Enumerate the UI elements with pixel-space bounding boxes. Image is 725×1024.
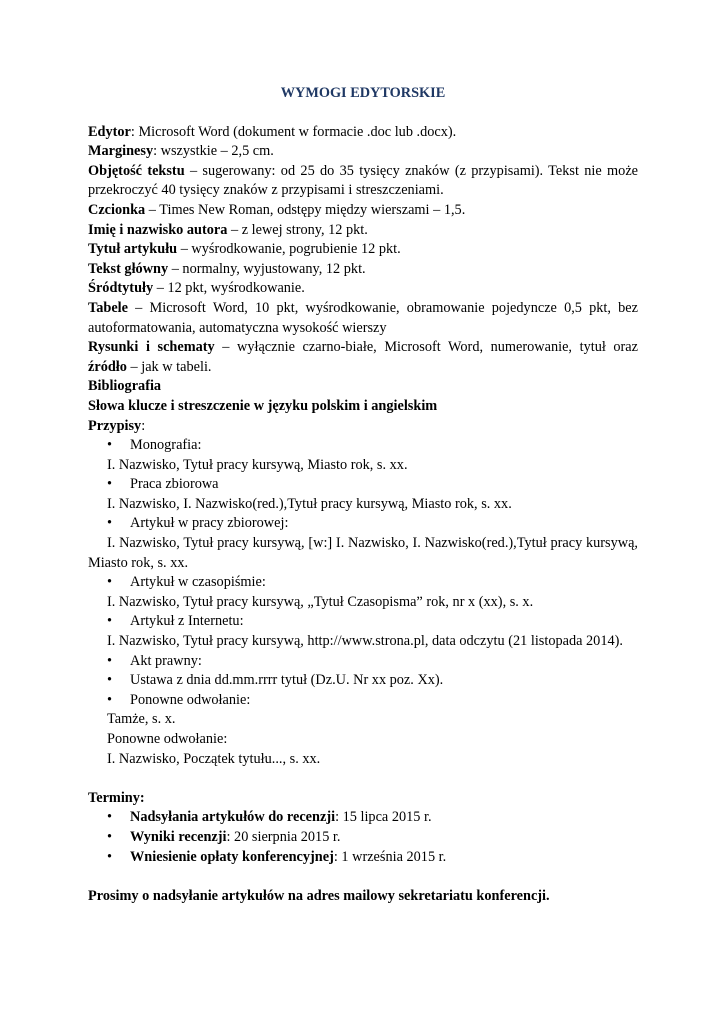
terms-item — [88, 828, 638, 848]
req-figures-text: – wyłącznie czarno-białe, Microsoft Word, numerowanie, tytuł oraz — [214, 339, 638, 356]
footnote-law — [88, 652, 638, 672]
req-figures-label2: źródło — [88, 358, 127, 375]
req-font-text: – Times New Roman, odstępy między wierszami – 1,5. — [145, 201, 466, 218]
footnote-journal-example: I. Nazwisko, Tytuł pracy kursywą, „Tytuł Czasopisma” rok, nr x (xx), s. x. — [107, 593, 534, 610]
footnote-monograph-example: I. Nazwisko, Tytuł pracy kursywą, Miasto rok, s. xx. — [107, 456, 408, 473]
footnote-monograph — [88, 436, 638, 456]
req-bibliography: Bibliografia — [88, 378, 162, 395]
terms-item-label: Wyniki recenzji — [130, 828, 227, 845]
footnote-repeat — [88, 691, 638, 711]
req-volume-label: Objętość tekstu — [88, 162, 185, 179]
req-editor-text: : Microsoft Word (dokument w formacie .doc lub .docx). — [130, 123, 457, 140]
req-main-text — [88, 260, 638, 280]
req-editor — [88, 123, 638, 143]
req-figures — [88, 338, 638, 377]
terms-item-value: : 15 lipca 2015 r. — [335, 809, 432, 826]
footnote-internet-example: I. Nazwisko, Tytuł pracy kursywą, http://www.strona.pl, data odczytu (21 listopada 2014). — [107, 633, 623, 650]
req-keywords: Słowa klucze i streszczenie w języku polskim i angielskim — [88, 397, 438, 414]
footnote-internet — [88, 612, 638, 632]
req-footnotes-colon: : — [141, 417, 146, 434]
footnote-chapter-example: I. Nazwisko, Tytuł pracy kursywą, [w:] I. Nazwisko, I. Nazwisko(red.),Tytuł pracy kursywą, Miasto rok, s. xx. — [88, 535, 638, 571]
req-footnotes-label: Przypisy — [88, 417, 142, 434]
footnote-collective — [88, 475, 638, 495]
closing-note: Prosimy o nadsyłanie artykułów na adres mailowy sekretariatu konferencji. — [88, 887, 550, 904]
req-author-label: Imię i nazwisko autora — [88, 221, 228, 238]
footnote-chapter — [88, 514, 638, 534]
footnote-repeat-example2: I. Nazwisko, Początek tytułu..., s. xx. — [107, 750, 321, 767]
terms-item-label: Wniesienie opłaty konferencyjnej — [130, 848, 334, 865]
bullet-icon: • — [107, 476, 113, 493]
bullet-icon: • — [107, 848, 113, 865]
req-margins — [88, 142, 638, 162]
document-title: WYMOGI EDYTORSKIE — [280, 85, 446, 101]
document-page — [88, 84, 638, 906]
req-article-title-label: Tytuł artykułu — [88, 241, 178, 258]
bullet-icon: • — [107, 809, 113, 826]
req-article-title — [88, 240, 638, 260]
req-article-title-text: – wyśrodkowanie, pogrubienie 12 pkt. — [177, 241, 401, 258]
spacer — [88, 867, 638, 887]
bullet-icon: • — [107, 515, 113, 532]
req-author-text: – z lewej strony, 12 pkt. — [227, 221, 368, 238]
req-main-text-label: Tekst główny — [88, 260, 169, 277]
terms-item-value: : 1 września 2015 r. — [333, 848, 447, 865]
req-footnotes — [88, 417, 638, 437]
footnote-collective-label: Praca zbiorowa — [130, 476, 219, 493]
terms-item — [88, 848, 638, 868]
bullet-icon: • — [107, 574, 113, 591]
req-editor-label: Edytor — [88, 123, 131, 140]
req-font-label: Czcionka — [88, 201, 146, 218]
footnote-repeat-example1: Tamże, s. x. — [107, 711, 176, 728]
req-volume-text: – sugerowany: od 25 do 35 tysięcy znaków (z przypisami). Tekst nie może przekroczyć 40 tysięcy znaków z przypisami i streszczeniami. — [88, 162, 639, 199]
terms-heading: Terminy: — [88, 789, 145, 806]
bullet-icon: • — [107, 437, 113, 454]
req-margins-text: : wszystkie – 2,5 cm. — [153, 143, 274, 160]
req-subtitles-text: – 12 pkt, wyśrodkowanie. — [153, 280, 305, 297]
req-main-text-text: – normalny, wyjustowany, 12 pkt. — [168, 260, 366, 277]
footnote-chapter-label: Artykuł w pracy zbiorowej: — [130, 515, 289, 532]
terms-item — [88, 808, 638, 828]
spacer — [88, 769, 638, 789]
req-subtitles-label: Śródtytuły — [88, 280, 154, 297]
req-font — [88, 201, 638, 221]
footnote-monograph-label: Monografia: — [130, 437, 202, 454]
req-figures-label: Rysunki i schematy — [88, 339, 215, 356]
req-volume — [88, 162, 638, 201]
req-tables — [88, 299, 638, 338]
bullet-icon: • — [107, 828, 113, 845]
footnote-journal-label: Artykuł w czasopiśmie: — [130, 574, 266, 591]
footnote-repeat-label: Ponowne odwołanie: — [130, 691, 251, 708]
footnote-law-example — [88, 671, 638, 691]
req-figures-text2: – jak w tabeli. — [126, 358, 212, 375]
bullet-icon: • — [107, 672, 113, 689]
footnote-law-example-text: Ustawa z dnia dd.mm.rrrr tytuł (Dz.U. Nr xx poz. Xx). — [130, 672, 444, 689]
footnote-collective-example: I. Nazwisko, I. Nazwisko(red.),Tytuł pracy kursywą, Miasto rok, s. xx. — [107, 495, 512, 512]
terms-item-value: : 20 sierpnia 2015 r. — [226, 828, 341, 845]
bullet-icon: • — [107, 652, 113, 669]
req-author — [88, 221, 638, 241]
bullet-icon: • — [107, 613, 113, 630]
bullet-icon: • — [107, 691, 113, 708]
footnote-law-label: Akt prawny: — [130, 652, 202, 669]
req-margins-label: Marginesy — [88, 143, 154, 160]
req-subtitles — [88, 279, 638, 299]
req-tables-label: Tabele — [88, 299, 128, 316]
footnote-journal — [88, 573, 638, 593]
terms-item-label: Nadsyłania artykułów do recenzji — [130, 809, 336, 826]
footnote-internet-label: Artykuł z Internetu: — [130, 613, 244, 630]
footnote-repeat-label2: Ponowne odwołanie: — [107, 731, 228, 747]
req-tables-text: – Microsoft Word, 10 pkt, wyśrodkowanie, obramowanie pojedyncze 0,5 pkt, bez autoformatowania, automatyczna wysokość wierszy — [88, 299, 638, 336]
